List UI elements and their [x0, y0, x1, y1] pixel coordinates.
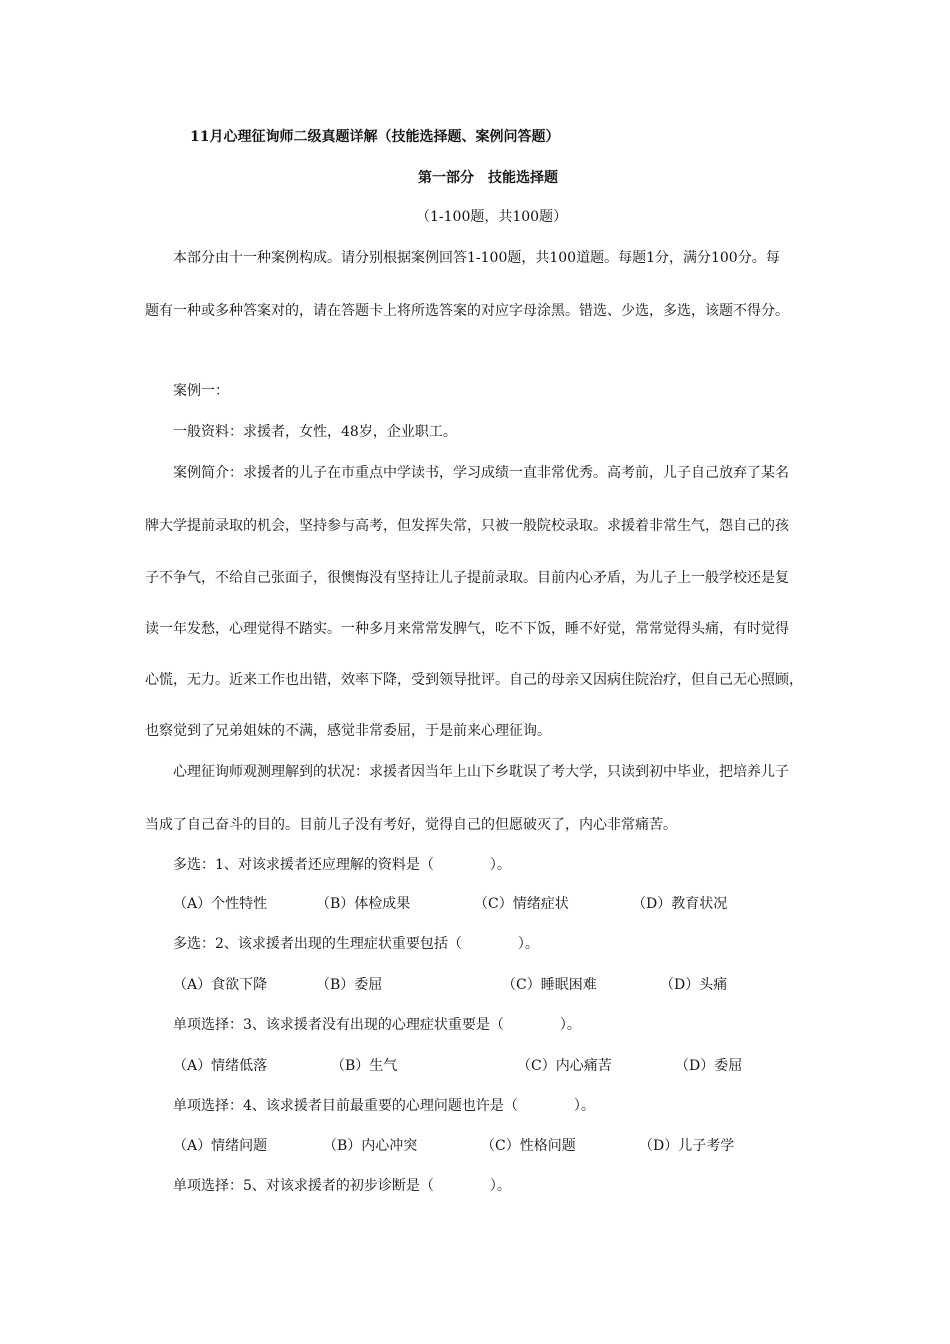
answer-option: （C）情绪症状: [474, 896, 569, 912]
question-stem: 单项选择：4、该求援者目前最重要的心理问题也许是（ ）。: [173, 1098, 595, 1114]
answer-option: （D）委屈: [675, 1058, 743, 1074]
answer-option: （D）教育状况: [632, 896, 728, 912]
answer-option: （D）头痛: [660, 977, 728, 993]
case-summary-line: 案例简介：求援者的儿子在市重点中学读书，学习成绩一直非常优秀。高考前，儿子自己放弃了某名: [173, 465, 789, 481]
case-summary-line: 子不争气，不给自己张面子，很懊悔没有坚持让儿子提前录取。目前内心矛盾，为儿子上一般学校还是复: [145, 570, 789, 586]
answer-option: （D）儿子考学: [639, 1138, 735, 1154]
question-stem: 单项选择：3、该求援者没有出现的心理症状重要是（ ）。: [173, 1017, 581, 1033]
intro-line: 题有一种或多种答案对的，请在答题卡上将所选答案的对应字母涂黑。错选、少选，多选，该题不得分。: [145, 303, 789, 319]
general-info: 一般资料：求援者，女性，48岁，企业职工。: [173, 424, 457, 440]
answer-option: （A）个性特性: [173, 896, 268, 912]
answer-option: （C）内心痛苦: [517, 1058, 612, 1074]
answer-option: （A）食欲下降: [173, 977, 268, 993]
case-label: 案例一：: [173, 383, 229, 399]
answer-option: （B）体检成果: [316, 896, 411, 912]
observation-line: 心理征询师观测理解到的状况：求援者因当年上山下乡耽误了考大学，只读到初中毕业，把培养儿子: [173, 764, 789, 780]
case-summary-line: 读一年发愁，心理觉得不踏实。一种多月来常常发脾气，吃不下饭，睡不好觉，常常觉得头痛，有时觉得: [145, 621, 789, 637]
intro-line: 本部分由十一种案例构成。请分别根据案例回答1-100题，共100道题。每题1分，满分100分。每: [173, 250, 780, 266]
answer-option: （A）情绪问题: [173, 1138, 268, 1154]
document-title: 11月心理征询师二级真题详解（技能选择题、案例问答题）: [190, 129, 560, 145]
answer-option: （B）委屈: [316, 977, 383, 993]
question-stem: 单项选择：5、对该求援者的初步诊断是（ ）。: [173, 1178, 511, 1194]
case-summary-line: 心慌，无力。近来工作也出错，效率下降，受到领导批评。自己的母亲又因病住院治疗，但自己无心照顾，: [145, 672, 803, 688]
answer-option: （B）生气: [331, 1058, 398, 1074]
part-heading: 第一部分 技能选择题: [418, 170, 558, 186]
case-summary-line: 也察觉到了兄弟姐妹的不满，感觉非常委屈，于是前来心理征询。: [145, 723, 551, 739]
case-summary-line: 牌大学提前录取的机会，坚持参与高考，但发挥失常，只被一般院校录取。求援着非常生气，怨自己的孩: [145, 518, 789, 534]
answer-option: （C）性格问题: [481, 1138, 576, 1154]
answer-option: （B）内心冲突: [323, 1138, 418, 1154]
answer-option: （A）情绪低落: [173, 1058, 268, 1074]
answer-option: （C）睡眠困难: [502, 977, 597, 993]
range-note: （1-100题，共100题）: [416, 209, 568, 225]
question-stem: 多选：1、对该求援者还应理解的资料是（ ）。: [173, 857, 511, 873]
question-stem: 多选：2、该求援者出现的生理症状重要包括（ ）。: [173, 936, 539, 952]
observation-line: 当成了自己奋斗的目的。目前儿子没有考好，觉得自己的但愿破灭了，内心非常痛苦。: [145, 817, 677, 833]
